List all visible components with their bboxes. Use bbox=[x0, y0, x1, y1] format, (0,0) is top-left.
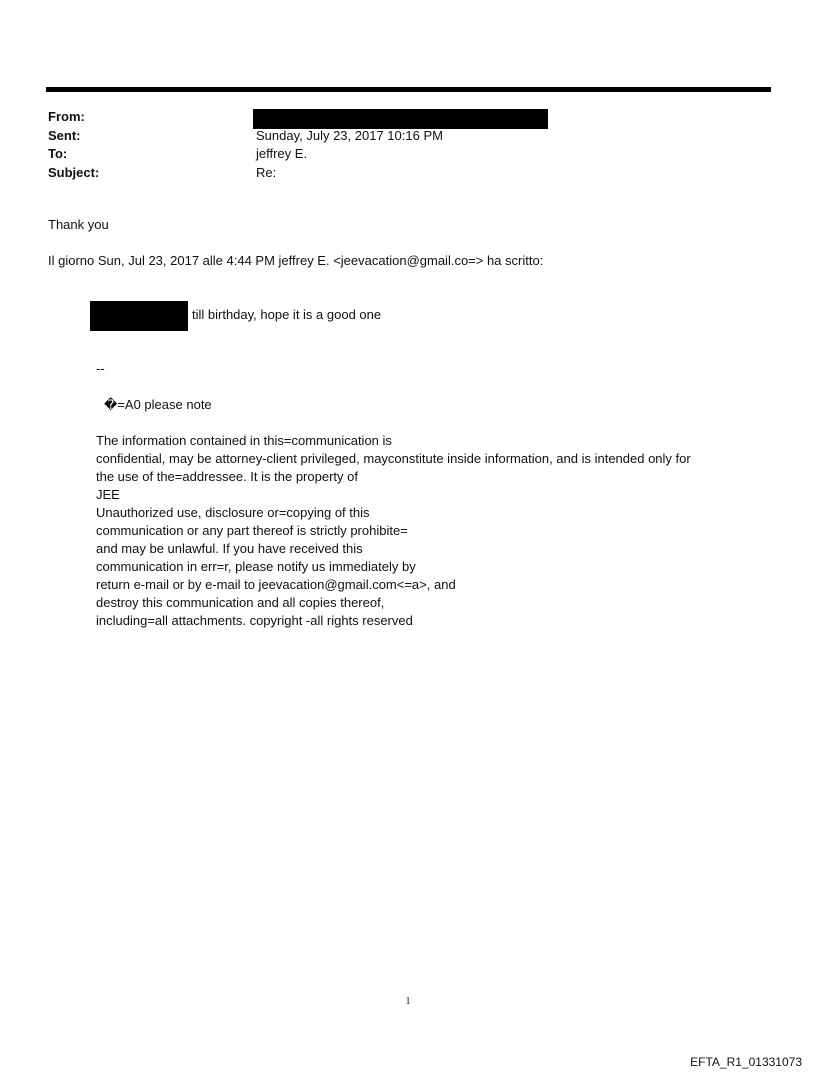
from-row bbox=[48, 108, 768, 127]
disclaimer-line: and may be unlawful. If you have received this bbox=[96, 541, 363, 556]
disclaimer-line: confidential, may be attorney-client privileged, mayconstitute inside information, and is intended only for bbox=[96, 451, 691, 466]
signature-separator: -- bbox=[96, 361, 105, 376]
email-header bbox=[48, 108, 768, 182]
disclaimer-line: The information contained in this=communication is bbox=[96, 433, 392, 448]
page-number: 1 bbox=[405, 996, 411, 1007]
disclaimer bbox=[96, 432, 776, 630]
to-value: jeffrey E. bbox=[256, 146, 308, 161]
sent-value: Sunday, July 23, 2017 10:16 PM bbox=[256, 127, 443, 143]
from-label: From: bbox=[48, 109, 85, 124]
disclaimer-line: Unauthorized use, disclosure or=copying of this bbox=[96, 505, 370, 520]
please-note: �=A0 please note bbox=[104, 397, 212, 412]
subject-value: Re: bbox=[256, 164, 277, 180]
sent-label: Sent: bbox=[48, 127, 81, 143]
document-id: EFTA_R1_01331073 bbox=[690, 1055, 802, 1069]
disclaimer-line: communication or any part thereof is strictly prohibite= bbox=[96, 523, 408, 538]
disclaimer-line: the use of the=addressee. It is the property of bbox=[96, 469, 358, 484]
disclaimer-line: including=all attachments. copyright -all rights reserved bbox=[96, 613, 413, 628]
sent-row bbox=[48, 127, 768, 146]
disclaimer-line: destroy this communication and all copies thereof, bbox=[96, 595, 385, 610]
subject-label: Subject: bbox=[48, 164, 100, 180]
header-rule bbox=[46, 87, 771, 92]
quoted-message: till birthday, hope it is a good one bbox=[192, 307, 382, 322]
quote-intro: Il giorno Sun, Jul 23, 2017 alle 4:44 PM jeffrey E. <jeevacation@gmail.co=> ha scritto: bbox=[48, 253, 544, 268]
redacted-quote-text bbox=[90, 301, 188, 331]
to-row bbox=[48, 145, 768, 164]
disclaimer-line: JEE bbox=[96, 487, 120, 502]
greeting: Thank you bbox=[48, 217, 109, 232]
disclaimer-line: communication in err=r, please notify us immediately by bbox=[96, 559, 416, 574]
to-label: To: bbox=[48, 146, 68, 161]
disclaimer-line: return e-mail or by e-mail to jeevacation@gmail.com<=a>, and bbox=[96, 577, 456, 592]
subject-row bbox=[48, 164, 768, 183]
